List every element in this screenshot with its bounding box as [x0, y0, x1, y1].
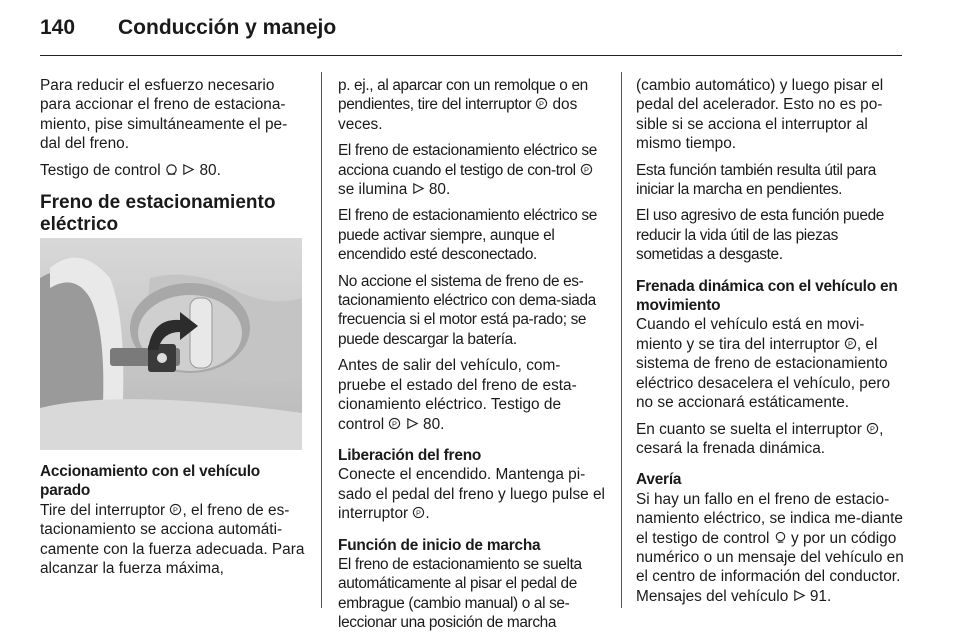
column-1: [40, 76, 306, 250]
svg-text:P: P: [416, 508, 422, 518]
paragraph: Para reducir el esfuerzo necesario para accionar el freno de estaciona-miento, pise simultáneamente el pe-dal del freno.: [40, 77, 288, 153]
paragraph: Cuando el vehículo está en movi-miento y se tira del interruptor P , el sistema de freno de estacionamiento eléctrico desacelera el vehículo, pero no se accionará estáticamente.: [636, 316, 891, 412]
subheading: Función de inicio de marcha: [338, 536, 541, 554]
paragraph: (cambio automático) y luego pisar el pedal del acelerador. Esto no es po-sible si se acciona el interruptor al mismo tiempo.: [636, 77, 884, 153]
paragraph: En cuanto se suelta el interruptor P , cesará la frenada dinámica.: [636, 420, 884, 457]
subheading: Liberación del freno: [338, 446, 482, 464]
paragraph: p. ej., al aparcar con un remolque o en pendientes, tire del interruptor P dos veces.: [338, 77, 588, 133]
paragraph: Testigo de control 80.: [40, 161, 221, 179]
parking-brake-p-icon: [844, 337, 857, 350]
parking-brake-p-icon: [412, 506, 425, 519]
section-title: Freno de estacionamiento eléctrico: [40, 192, 276, 236]
subheading: Frenada dinámica con el vehículo en movimiento: [636, 277, 898, 315]
subheading: Avería: [636, 471, 682, 489]
handbrake-warning-icon: [165, 163, 178, 176]
page-reference-arrow-icon: [182, 163, 195, 176]
paragraph: El uso agresivo de esta función puede reducir la vida útil de las piezas sometidas a desgaste.: [636, 207, 885, 264]
chapter-title: Conducción y manejo: [118, 16, 337, 39]
header-rule: [40, 55, 902, 56]
svg-text:P: P: [847, 339, 853, 349]
parking-brake-p-icon: [866, 422, 879, 435]
paragraph: El freno de estacionamiento eléctrico se acciona cuando el testigo de con-trol P se ilumina 80.: [338, 142, 597, 199]
page-reference-arrow-icon: [412, 182, 425, 195]
parking-brake-p-icon: [535, 97, 548, 110]
paragraph: El freno de estacionamiento eléctrico se puede activar siempre, aunque el encendido esté desconectado.: [338, 207, 597, 264]
paragraph: Tire del interruptor P , el freno de es-tacionamiento se acciona automáti-camente con la fuerza adecuada. Para alcanzar la fuerza máxima,: [40, 501, 305, 578]
parking-brake-switch-photo: [40, 238, 302, 450]
paragraph: Si hay un fallo en el freno de estacio-namiento eléctrico, se indica me-diante el testigo de control y por un código numérico o un mensaje del vehículo en el centro de información del conductor. Mensajes del vehículo 91.: [636, 490, 904, 605]
page-number: 140: [40, 16, 76, 39]
page-header: [40, 16, 902, 56]
parking-brake-p-icon: [388, 417, 401, 430]
svg-text:P: P: [583, 164, 589, 174]
svg-text:P: P: [870, 423, 876, 433]
svg-text:P: P: [539, 99, 545, 109]
brake-fault-icon: [774, 531, 787, 544]
parking-brake-p-icon: [580, 163, 593, 176]
paragraph: Antes de salir del vehículo, com-pruebe el estado del freno de esta-cionamiento eléctrico. Testigo de control P 80.: [338, 357, 577, 433]
paragraph: No accione el sistema de freno de es-tacionamiento eléctrico con dema-siada frecuencia si el motor está pa-rado; se puede descargar la batería.: [338, 272, 596, 348]
page-reference-arrow-icon: [793, 589, 806, 602]
paragraph: Conecte el encendido. Mantenga pi-sado el pedal del freno y luego pulse el interruptor P .: [338, 466, 605, 523]
column-1-continued: [40, 462, 306, 585]
paragraph: Esta función también resulta útil para iniciar la marcha en pendientes.: [636, 161, 876, 199]
svg-text:P: P: [392, 418, 398, 428]
paragraph: El freno de estacionamiento se suelta automáticamente al pisar el pedal de embrague (cambio manual) o al se-leccionar una posición de marcha: [338, 555, 582, 632]
page-reference-arrow-icon: [406, 417, 419, 430]
column-divider: [621, 72, 622, 608]
column-2: [338, 76, 606, 640]
svg-text:P: P: [173, 505, 179, 515]
column-divider: [321, 72, 322, 608]
parking-brake-p-icon: [169, 503, 182, 516]
column-3: [636, 76, 904, 613]
subheading: Accionamiento con el vehículo parado: [40, 463, 260, 500]
